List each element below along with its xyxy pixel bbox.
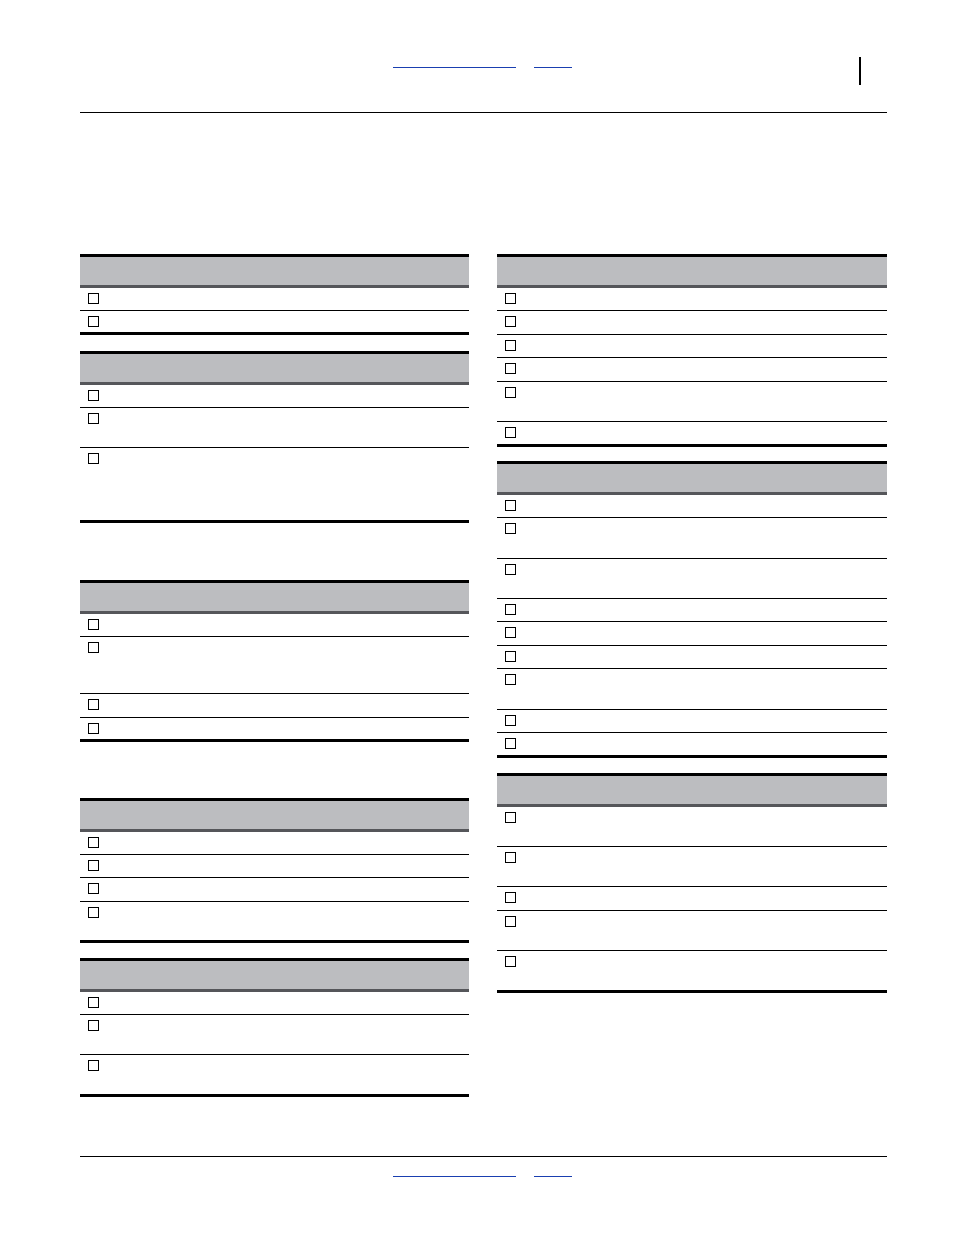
checklist-section bbox=[80, 580, 469, 742]
checklist-section bbox=[80, 958, 469, 1097]
checklist-row bbox=[497, 669, 887, 710]
section-header bbox=[80, 958, 469, 992]
checklist-section bbox=[497, 254, 887, 447]
checkbox-icon[interactable] bbox=[505, 523, 516, 534]
checkbox-icon[interactable] bbox=[505, 916, 516, 927]
checkbox-icon[interactable] bbox=[505, 500, 516, 511]
checkbox-icon[interactable] bbox=[88, 453, 99, 464]
checkbox-icon[interactable] bbox=[505, 293, 516, 304]
section-header bbox=[497, 461, 887, 495]
footer-link-1[interactable] bbox=[393, 1176, 516, 1177]
checklist-row bbox=[497, 422, 887, 447]
checkbox-icon[interactable] bbox=[505, 387, 516, 398]
checkbox-icon[interactable] bbox=[505, 564, 516, 575]
section-header bbox=[80, 351, 469, 385]
checklist-row bbox=[497, 951, 887, 993]
checklist-row bbox=[497, 622, 887, 646]
checkbox-icon[interactable] bbox=[505, 892, 516, 903]
footer-link-2[interactable] bbox=[534, 1176, 572, 1177]
checkbox-icon[interactable] bbox=[505, 604, 516, 615]
checkbox-icon[interactable] bbox=[88, 413, 99, 424]
header-link-1[interactable] bbox=[393, 67, 516, 68]
checkbox-icon[interactable] bbox=[88, 619, 99, 630]
checkbox-icon[interactable] bbox=[88, 1020, 99, 1031]
checklist-row bbox=[497, 311, 887, 335]
checkbox-icon[interactable] bbox=[505, 674, 516, 685]
checklist-row bbox=[80, 614, 469, 637]
checkbox-icon[interactable] bbox=[505, 651, 516, 662]
checklist-row bbox=[80, 992, 469, 1015]
checkbox-icon[interactable] bbox=[505, 715, 516, 726]
checklist-row bbox=[80, 1015, 469, 1055]
checkbox-icon[interactable] bbox=[88, 1060, 99, 1071]
checklist-row bbox=[80, 311, 469, 335]
checklist-row bbox=[80, 718, 469, 742]
checkbox-icon[interactable] bbox=[505, 340, 516, 351]
checkbox-icon[interactable] bbox=[88, 642, 99, 653]
section-header bbox=[80, 580, 469, 614]
checklist-row bbox=[497, 358, 887, 382]
checkbox-icon[interactable] bbox=[505, 427, 516, 438]
checklist-row bbox=[497, 559, 887, 599]
checkbox-icon[interactable] bbox=[88, 293, 99, 304]
checkbox-icon[interactable] bbox=[505, 812, 516, 823]
checkbox-icon[interactable] bbox=[505, 363, 516, 374]
header-vertical-bar bbox=[859, 57, 861, 85]
footer-rule bbox=[80, 1156, 887, 1157]
checkbox-icon[interactable] bbox=[88, 837, 99, 848]
checkbox-icon[interactable] bbox=[88, 723, 99, 734]
checkbox-icon[interactable] bbox=[505, 316, 516, 327]
section-header bbox=[80, 798, 469, 832]
checklist-row bbox=[497, 710, 887, 733]
checklist-row bbox=[497, 807, 887, 847]
checklist-row bbox=[497, 847, 887, 887]
checklist-section bbox=[497, 461, 887, 758]
section-header bbox=[80, 254, 469, 288]
checklist-section bbox=[497, 773, 887, 993]
checklist-row bbox=[497, 288, 887, 311]
checkbox-icon[interactable] bbox=[505, 738, 516, 749]
checkbox-icon[interactable] bbox=[505, 852, 516, 863]
checklist-row bbox=[497, 599, 887, 622]
checklist-row bbox=[80, 694, 469, 718]
checkbox-icon[interactable] bbox=[88, 860, 99, 871]
section-header bbox=[497, 773, 887, 807]
checklist-section bbox=[80, 798, 469, 943]
checklist-row bbox=[497, 911, 887, 951]
checkbox-icon[interactable] bbox=[88, 390, 99, 401]
checklist-row bbox=[80, 385, 469, 408]
checkbox-icon[interactable] bbox=[88, 997, 99, 1008]
checklist-row bbox=[497, 646, 887, 669]
checklist-row bbox=[80, 1055, 469, 1097]
section-header bbox=[497, 254, 887, 288]
checklist-row bbox=[497, 495, 887, 518]
checklist-row bbox=[497, 335, 887, 358]
header-link-2[interactable] bbox=[534, 67, 572, 68]
checkbox-icon[interactable] bbox=[88, 883, 99, 894]
checklist-row bbox=[80, 408, 469, 448]
checkbox-icon[interactable] bbox=[88, 699, 99, 710]
checklist-row bbox=[497, 518, 887, 559]
checklist-row bbox=[80, 448, 469, 523]
checklist-row bbox=[80, 855, 469, 878]
checklist-row bbox=[80, 878, 469, 902]
checklist-row bbox=[497, 887, 887, 911]
checkbox-icon[interactable] bbox=[88, 907, 99, 918]
checklist-section bbox=[80, 254, 469, 335]
checkbox-icon[interactable] bbox=[505, 627, 516, 638]
checklist-row bbox=[80, 288, 469, 311]
checklist-row bbox=[80, 832, 469, 855]
checklist-section bbox=[80, 351, 469, 523]
checklist-row bbox=[80, 637, 469, 694]
checklist-row bbox=[80, 902, 469, 943]
checklist-row bbox=[497, 382, 887, 422]
header-rule bbox=[80, 112, 887, 113]
checkbox-icon[interactable] bbox=[505, 956, 516, 967]
checkbox-icon[interactable] bbox=[88, 316, 99, 327]
checklist-row bbox=[497, 733, 887, 758]
